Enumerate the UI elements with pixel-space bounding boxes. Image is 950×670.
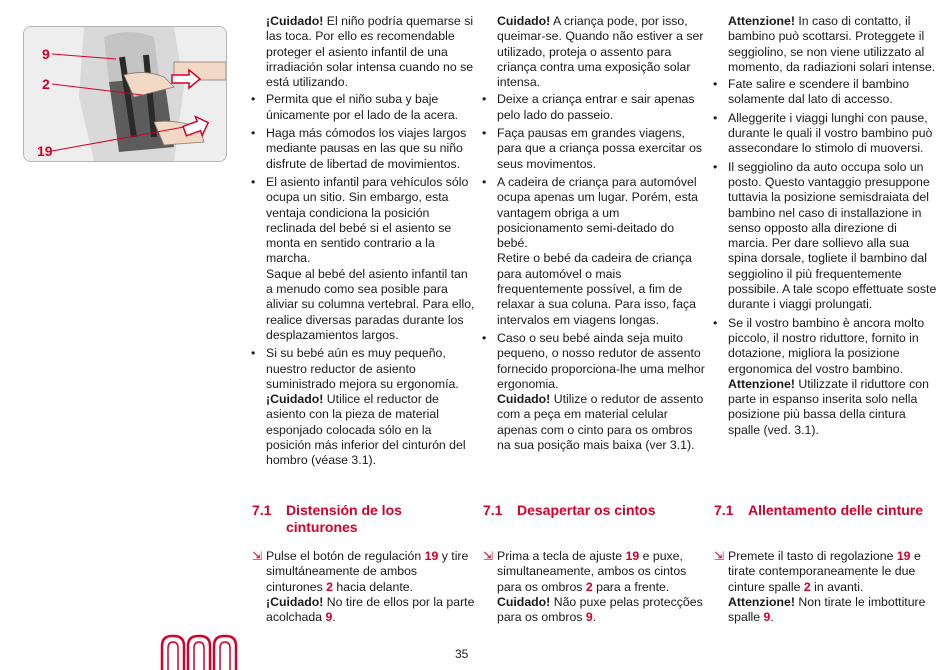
es-bullet-4a: Si su bebé aún es muy pequeño, nuestro reductor de asiento suministrado mejora su ergonomía. — [266, 346, 459, 391]
es-section-warning: ¡Cuidado! — [266, 594, 324, 609]
it-intro — [714, 14, 940, 75]
es-bullet-3 — [266, 175, 476, 343]
pt-ref-19: 19 — [625, 549, 640, 563]
it-bullet-4-warning: Attenzione! — [728, 376, 795, 391]
pt-bullet-4-warning: Cuidado! — [497, 392, 551, 407]
chapter-tabs-icon — [160, 634, 240, 670]
es-section-body — [252, 549, 477, 625]
it-section-text: Premete il tasto di regolazione 19 e tirate contemporaneamente le due cinture spalle 2 in avanti. Attenzione! Non tirate le imbottiture spalle 9. — [728, 549, 926, 625]
pt-ref-2: 2 — [585, 579, 593, 594]
step-arrow-icon: ⇲ — [252, 549, 263, 563]
it-intro-warning: Attenzione! — [728, 14, 795, 28]
pt-bullet-3 — [497, 175, 707, 328]
es-bullet-3a: El asiento infantil para vehículos sólo ocupa un sitio. Sin embargo, esta ventaja condiciona la posición reclinada del bebé si el asiento se monta en sentido contrario a la marcha. — [266, 174, 469, 266]
pt-bullet-4a: Caso o seu bebé ainda seja muito pequeno, o nosso redutor de assento fornecido proporciona-lhe uma melhor ergonomia. — [497, 330, 705, 391]
pt-intro — [483, 14, 707, 90]
it-section-warning: Attenzione! — [728, 594, 795, 609]
pt-intro-warning: Cuidado! — [497, 14, 551, 28]
section-es-belt-release — [252, 502, 477, 625]
pt-section-text: Prima a tecla de ajuste 19 e puxe, simultaneamente, ambos os cintos para os ombros 2 para a frente. Cuidado! Não puxe pelas protecções para os ombros 9. — [497, 549, 703, 625]
pt-bullet-2: • Faça pausas em grandes viagens, para que a criança possa exercitar os seus movimentos. — [497, 126, 707, 172]
it-section-heading — [714, 502, 940, 519]
pt-bullet-list — [483, 92, 707, 453]
it-bullet-4a: Se il vostro bambino è ancora molto piccolo, il nostro riduttore, fornito in dotazione, migliora la posizione ergonomica del vostro bambino. — [728, 315, 925, 376]
step-arrow-icon: ⇲ — [714, 549, 725, 563]
es-section-text: Pulse el botón de regulación 19 y tire simultáneamente de ambos cinturones 2 hacia delante. ¡Cuidado! No tire de ellos por la parte acolchada 9. — [266, 549, 475, 625]
it-bullet-4b: Utilizzate il riduttore con parte in espanso inserita solo nella posizione più bassa della cintura spalle (ved. 3.1). — [728, 376, 929, 437]
pt-section-title: Desapertar os cintos — [517, 502, 656, 518]
column-italian — [714, 14, 940, 441]
es-ref-9: 9 — [325, 610, 333, 625]
pt-ref-9: 9 — [585, 610, 593, 625]
es-section-number: 7.1 — [252, 502, 272, 518]
es-bullet-1: • Permita que el niño suba y baje únicamente por el lado de la acera. — [266, 92, 476, 123]
it-section-body — [714, 549, 940, 625]
es-intro-text: El niño podría quemarse si las toca. Por ello es recomendable proteger el asiento infantil de una irradiación solar intensa cuando no se está utilizando. — [266, 14, 474, 90]
es-bullet-2: • Haga más cómodos los viajes largos mediante pausas en las que su niño disfrute de libertad de movimientos. — [266, 126, 476, 172]
pt-bullet-3b: Retire o bebé da cadeira de criança para automóvel o mais frequentemente possível, a fim de relaxar a sua coluna. Para isso, faça intervalos em viagens longas. — [497, 251, 696, 327]
it-section-number: 7.1 — [714, 502, 734, 518]
es-bullet-4 — [266, 346, 476, 468]
page-number: 35 — [455, 647, 469, 661]
callout-19: 19 — [37, 143, 53, 159]
pt-section-number: 7.1 — [483, 502, 503, 518]
es-section-heading — [252, 502, 477, 536]
it-intro-text: In caso di contatto, il bambino può scottarsi. Proteggete il seggiolino, se non viene utilizzato al momento, da radiazioni solari intense. — [728, 14, 936, 74]
callout-2: 2 — [42, 76, 50, 92]
es-bullet-list — [252, 92, 476, 468]
it-bullet-list — [714, 77, 940, 438]
pt-bullet-4b: Utilize o redutor de assento com a peça em material celular apenas com o cinto para os ombros na sua posição mais baixa (ver 3.1). — [497, 392, 704, 453]
es-bullet-4b: Utilice el reductor de asiento con la pieza de material esponjado colocada sólo en la posición más inferior del cinturón del hombro (véase 3.1). — [266, 392, 466, 468]
pt-section-body — [483, 549, 708, 625]
pt-bullet-3a: A cadeira de criança para automóvel ocupa apenas um lugar. Porém, esta vantagem obriga a um posicionamento semi-deitado do bebé. — [497, 174, 698, 251]
es-bullet-4-warning: ¡Cuidado! — [266, 392, 324, 407]
it-bullet-3: • Il seggiolino da auto occupa solo un posto. Questo vantaggio presuppone tuttavia la posizione semisdraiata del bambino nel caso di installazione in senso opposto alla direzione di marcia. Per dare sollievo alla sua spina dorsale, togliete il bambino dal seggiolino il più frequentemente possibile. A tale scopo effettuate soste durante i viaggi prolungati. — [728, 160, 940, 313]
section-pt-belt-release — [483, 502, 708, 625]
column-portuguese — [483, 14, 707, 456]
car-seat-illustration — [23, 26, 227, 162]
pt-bullet-4 — [497, 331, 707, 453]
section-it-belt-release — [714, 502, 940, 625]
car-seat-belt-illustration-icon — [24, 27, 226, 161]
it-section-title: Allentamento delle cinture — [748, 502, 924, 518]
pt-bullet-1: • Deixe a criança entrar e sair apenas pelo lado do passeio. — [497, 92, 707, 123]
es-intro — [252, 14, 476, 90]
es-ref-2: 2 — [326, 579, 333, 594]
it-bullet-2: • Alleggerite i viaggi lunghi con pause, durante le quali il vostro bambino può assecondare lo stimolo di muoversi. — [728, 111, 940, 157]
es-intro-warning: ¡Cuidado! — [266, 14, 324, 28]
column-spanish — [252, 14, 476, 472]
it-bullet-1: • Fate salire e scendere il bambino solamente dal lato di accesso. — [728, 77, 940, 108]
step-arrow-icon: ⇲ — [483, 549, 494, 563]
pt-section-heading — [483, 502, 708, 519]
pt-section-warning: Cuidado! — [497, 594, 551, 609]
es-ref-19: 19 — [424, 549, 439, 563]
callout-9: 9 — [42, 46, 50, 62]
it-ref-19: 19 — [896, 549, 911, 563]
pt-intro-text: A criança pode, por isso, queimar-se. Quando não estiver a ser utilizado, proteja o assento para criança contra uma exposição solar intensa. — [497, 14, 704, 90]
it-bullet-4 — [728, 316, 940, 438]
es-bullet-3b: Saque al bebé del asiento infantil tan a menudo como sea posible para aliviar su columna vertebral. Para ello, realice diversas paradas durante los desplazamientos largos. — [266, 266, 475, 342]
it-ref-2: 2 — [803, 579, 811, 594]
it-ref-9: 9 — [763, 610, 771, 625]
es-section-title: Distensión de los cinturones — [286, 502, 402, 535]
